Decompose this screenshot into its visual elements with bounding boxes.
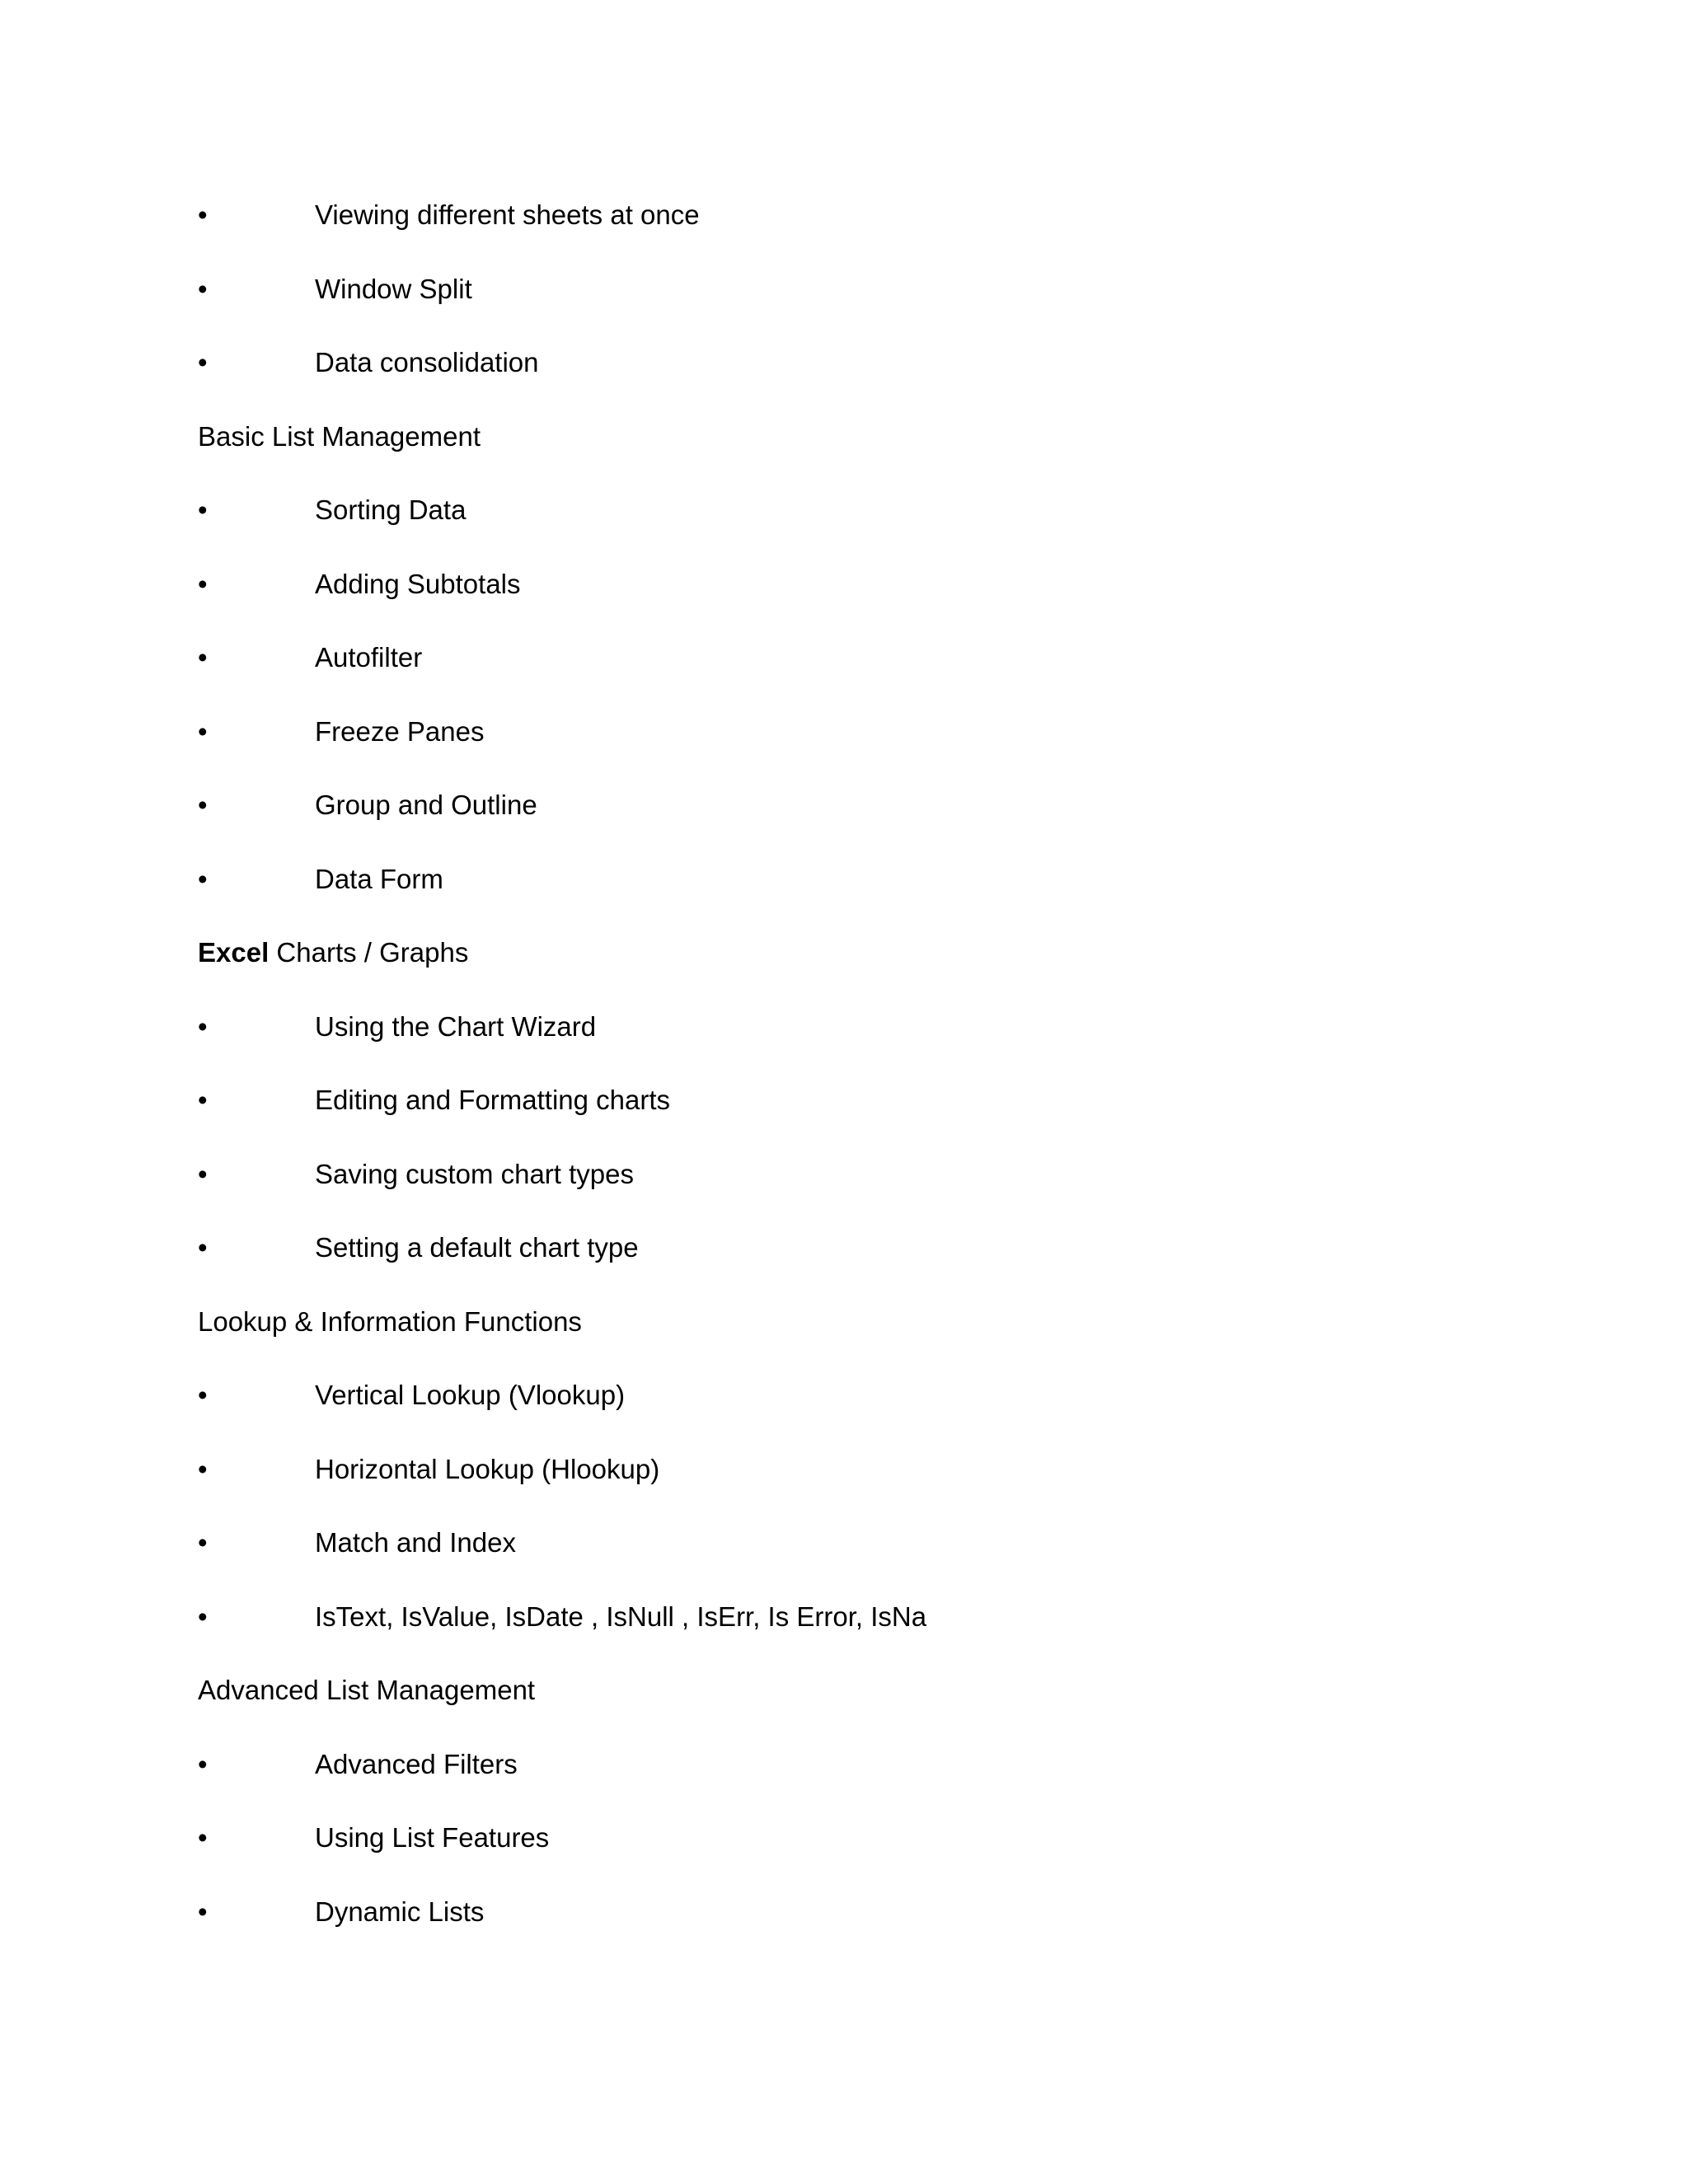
list-item-text: Sorting Data [315,494,467,525]
list-item-text: Using the Chart Wizard [315,1010,597,1042]
list-item [198,490,1599,564]
list-item-text: Window Split [315,273,472,304]
bullet-marker: • [198,199,208,230]
list-item-text: Data consolidation [315,347,539,377]
bullet-marker: • [198,273,208,304]
bullet-marker: • [198,1822,208,1853]
list-item-text: Horizontal Lookup (Hlookup) [315,1453,660,1484]
list-item-text: Data Form [315,863,443,894]
section-heading [198,932,1599,1006]
list-item-text: Viewing different sheets at once [315,199,700,230]
list-item-text: Freeze Panes [315,715,485,747]
bullet-marker: • [198,1527,208,1558]
list-item-text: Setting a default chart type [315,1232,639,1263]
section-heading [198,1301,1599,1376]
list-item [198,269,1599,343]
list-item-text: Match and Index [315,1527,516,1558]
heading-text: Advanced List Management [198,1675,536,1705]
list-item [198,1522,1599,1596]
bullet-marker: • [198,642,208,673]
bullet-marker: • [198,494,208,525]
list-item [198,1080,1599,1154]
list-item [198,1449,1599,1523]
list-item-text: Adding Subtotals [315,568,521,599]
list-item [198,637,1599,711]
list-item [198,1817,1599,1891]
heading-text: Basic List Management [198,420,481,452]
list-item-text: Autofilter [315,642,423,673]
list-item [198,1596,1599,1671]
bullet-marker: • [198,1158,208,1189]
list-item [198,194,1599,269]
list-item [198,1891,1599,1966]
bullet-marker: • [198,1748,208,1779]
heading-text: Lookup & Information Functions [198,1305,582,1337]
bullet-marker: • [198,790,208,820]
list-item-text: Advanced Filters [315,1748,518,1779]
bullet-marker: • [198,1896,208,1927]
list-item-text: Dynamic Lists [315,1896,485,1927]
bullet-marker: • [198,1085,208,1115]
bullet-marker: • [198,863,208,894]
bullet-marker: • [198,568,208,599]
list-item [198,1375,1599,1449]
list-item [198,1154,1599,1228]
bullet-marker: • [198,1601,208,1632]
list-item [198,564,1599,638]
bullet-marker: • [198,1453,208,1484]
list-item [198,1227,1599,1301]
document-page [198,194,1599,1965]
bullet-marker: • [198,347,208,377]
list-item-text: Editing and Formatting charts [315,1085,671,1115]
list-item [198,859,1599,933]
list-item [198,1744,1599,1818]
list-item-text: Group and Outline [315,790,537,820]
heading-bold-text: Excel [198,937,270,968]
bullet-marker: • [198,1232,208,1263]
list-item [198,711,1599,785]
list-item-text: Vertical Lookup (Vlookup) [315,1380,626,1410]
list-item [198,785,1599,859]
list-item-text: Saving custom chart types [315,1158,635,1189]
heading-text: Charts / Graphs [269,937,469,968]
section-heading [198,1670,1599,1744]
bullet-marker: • [198,715,208,747]
bullet-marker: • [198,1010,208,1042]
bullet-marker: • [198,1380,208,1410]
list-item-text: IsText, IsValue, IsDate , IsNull , IsErr, Is Error, IsNa [315,1601,927,1632]
list-item [198,1006,1599,1080]
list-item-text: Using List Features [315,1822,550,1853]
section-heading [198,416,1599,490]
list-item [198,342,1599,416]
